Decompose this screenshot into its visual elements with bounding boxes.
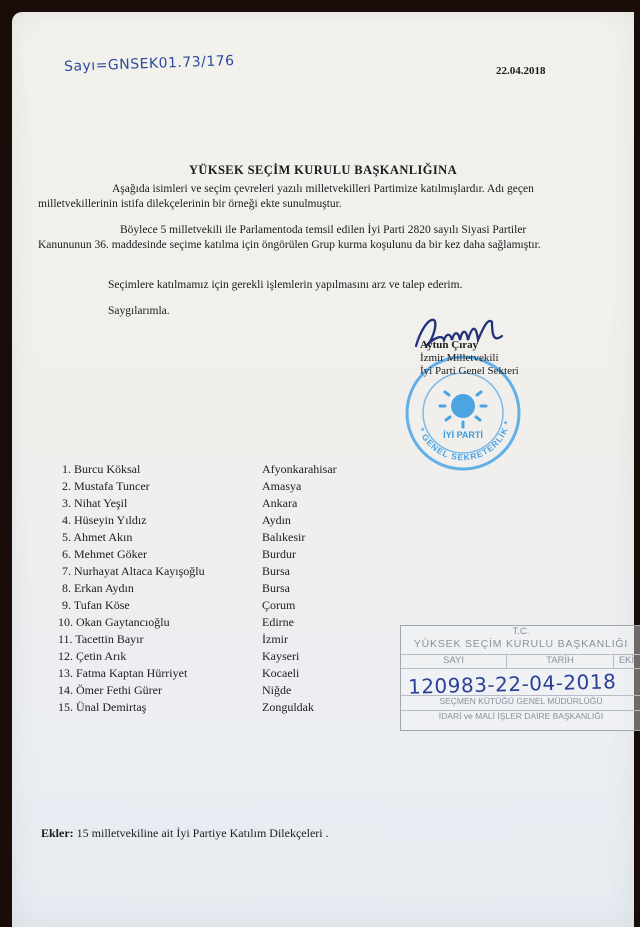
document-date: 22.04.2018 — [496, 65, 546, 77]
svg-text:İYİ PARTİ: İYİ PARTİ — [443, 430, 483, 440]
member-row: 3. Nihat Yeşil — [62, 496, 128, 510]
paragraph-3: Seçimlere katılmamız için gerekli işlemlerin yapılmasını arz ve talep ederim. — [108, 279, 463, 291]
signatory-name: Aytun Çıray — [420, 339, 479, 351]
member-province: Bursa — [262, 581, 290, 595]
member-province: Aydın — [262, 513, 291, 527]
handwritten-reference-number: Sayı=GNSEK01.73/176 — [63, 53, 235, 75]
member-row: 15. Ünal Demirtaş — [58, 700, 147, 714]
signatory-title-2: İyi Parti Genel Sekteri — [420, 365, 519, 377]
signatory-title-1: İzmir Milletvekili — [420, 352, 499, 364]
stamp-line-authority: YÜKSEK SEÇİM KURULU BAŞKANLIĞI — [401, 638, 640, 655]
member-row: 12. Çetin Arık — [58, 649, 127, 663]
member-row: 9. Tufan Köse — [62, 598, 130, 612]
svg-text:* GENEL SEKRETERLİK *: * GENEL SEKRETERLİK * — [416, 419, 513, 463]
member-row: 6. Mehmet Göker — [62, 547, 147, 561]
stamp-line-tc: T.C. — [512, 626, 530, 637]
member-province: Kayseri — [262, 649, 300, 663]
document-title: YÜKSEK SEÇİM KURULU BAŞKANLIĞINA — [188, 163, 458, 177]
member-province: Niğde — [262, 683, 292, 697]
paragraph-2: Böylece 5 milletvekili ile Parlamentoda temsil edilen İyi Parti 2820 sayılı Siyasi Partiler Kanununun 36. maddesinde seçime katılma için öngörülen Grup kurma koşulunu da bir kez daha sağlamıştır. — [38, 224, 541, 251]
paragraph-1: Aşağıda isimleri ve seçim çevreleri yazılı milletvekilleri Partimize katılmışlardır. Adı geçen milletvekillerinin istifa dilekçelerinin bir örneği ekte sunulmuştur. — [38, 183, 534, 210]
member-row: 11. Tacettin Bayır — [58, 632, 144, 646]
member-province: Burdur — [262, 547, 296, 561]
member-province: Afyonkarahisar — [262, 462, 337, 476]
member-province: Bursa — [262, 564, 290, 578]
member-province: Zonguldak — [262, 700, 314, 714]
signature-block — [420, 339, 519, 378]
member-row: 1. Burcu Köksal — [62, 462, 141, 476]
stamp-line-office: İDARİ ve MALİ İŞLER DAİRE BAŞKANLIĞI — [438, 711, 604, 721]
member-row: 4. Hüseyin Yıldız — [62, 513, 147, 527]
member-row: 5. Ahmet Akın — [62, 530, 133, 544]
member-province: Amasya — [262, 479, 302, 493]
member-row: 2. Mustafa Tuncer — [62, 479, 150, 493]
member-province: Kocaeli — [262, 666, 300, 680]
member-row: 13. Fatma Kaptan Hürriyet — [58, 666, 188, 680]
attachments-line — [41, 826, 329, 841]
closing-salutation: Saygılarımla. — [108, 305, 170, 317]
attachments-text: 15 milletvekiline ait İyi Partiye Katılım Dilekçeleri . — [76, 826, 329, 840]
member-row: 7. Nurhayat Altaca Kayışoğlu — [62, 564, 205, 578]
member-province: Balıkesir — [262, 530, 306, 544]
member-row: 14. Ömer Fethi Gürer — [58, 683, 162, 697]
member-province: İzmir — [262, 632, 288, 646]
member-province: Çorum — [262, 598, 296, 612]
member-row: 10. Okan Gaytancıoğlu — [58, 615, 170, 629]
stamp-line-dept: SEÇMEN KÜTÜĞÜ GENEL MÜDÜRLÜĞÜ — [401, 696, 640, 711]
stamp-handwritten-number-date: 120983-22-04-2018 — [407, 669, 617, 699]
member-row: 8. Erkan Aydın — [62, 581, 134, 595]
attachments-label: Ekler: — [41, 826, 74, 840]
member-province: Ankara — [262, 496, 298, 510]
member-province: Edirne — [262, 615, 294, 629]
document-page — [12, 12, 634, 927]
stamp-columns: SAYI TARİH EKİ — [401, 655, 640, 669]
